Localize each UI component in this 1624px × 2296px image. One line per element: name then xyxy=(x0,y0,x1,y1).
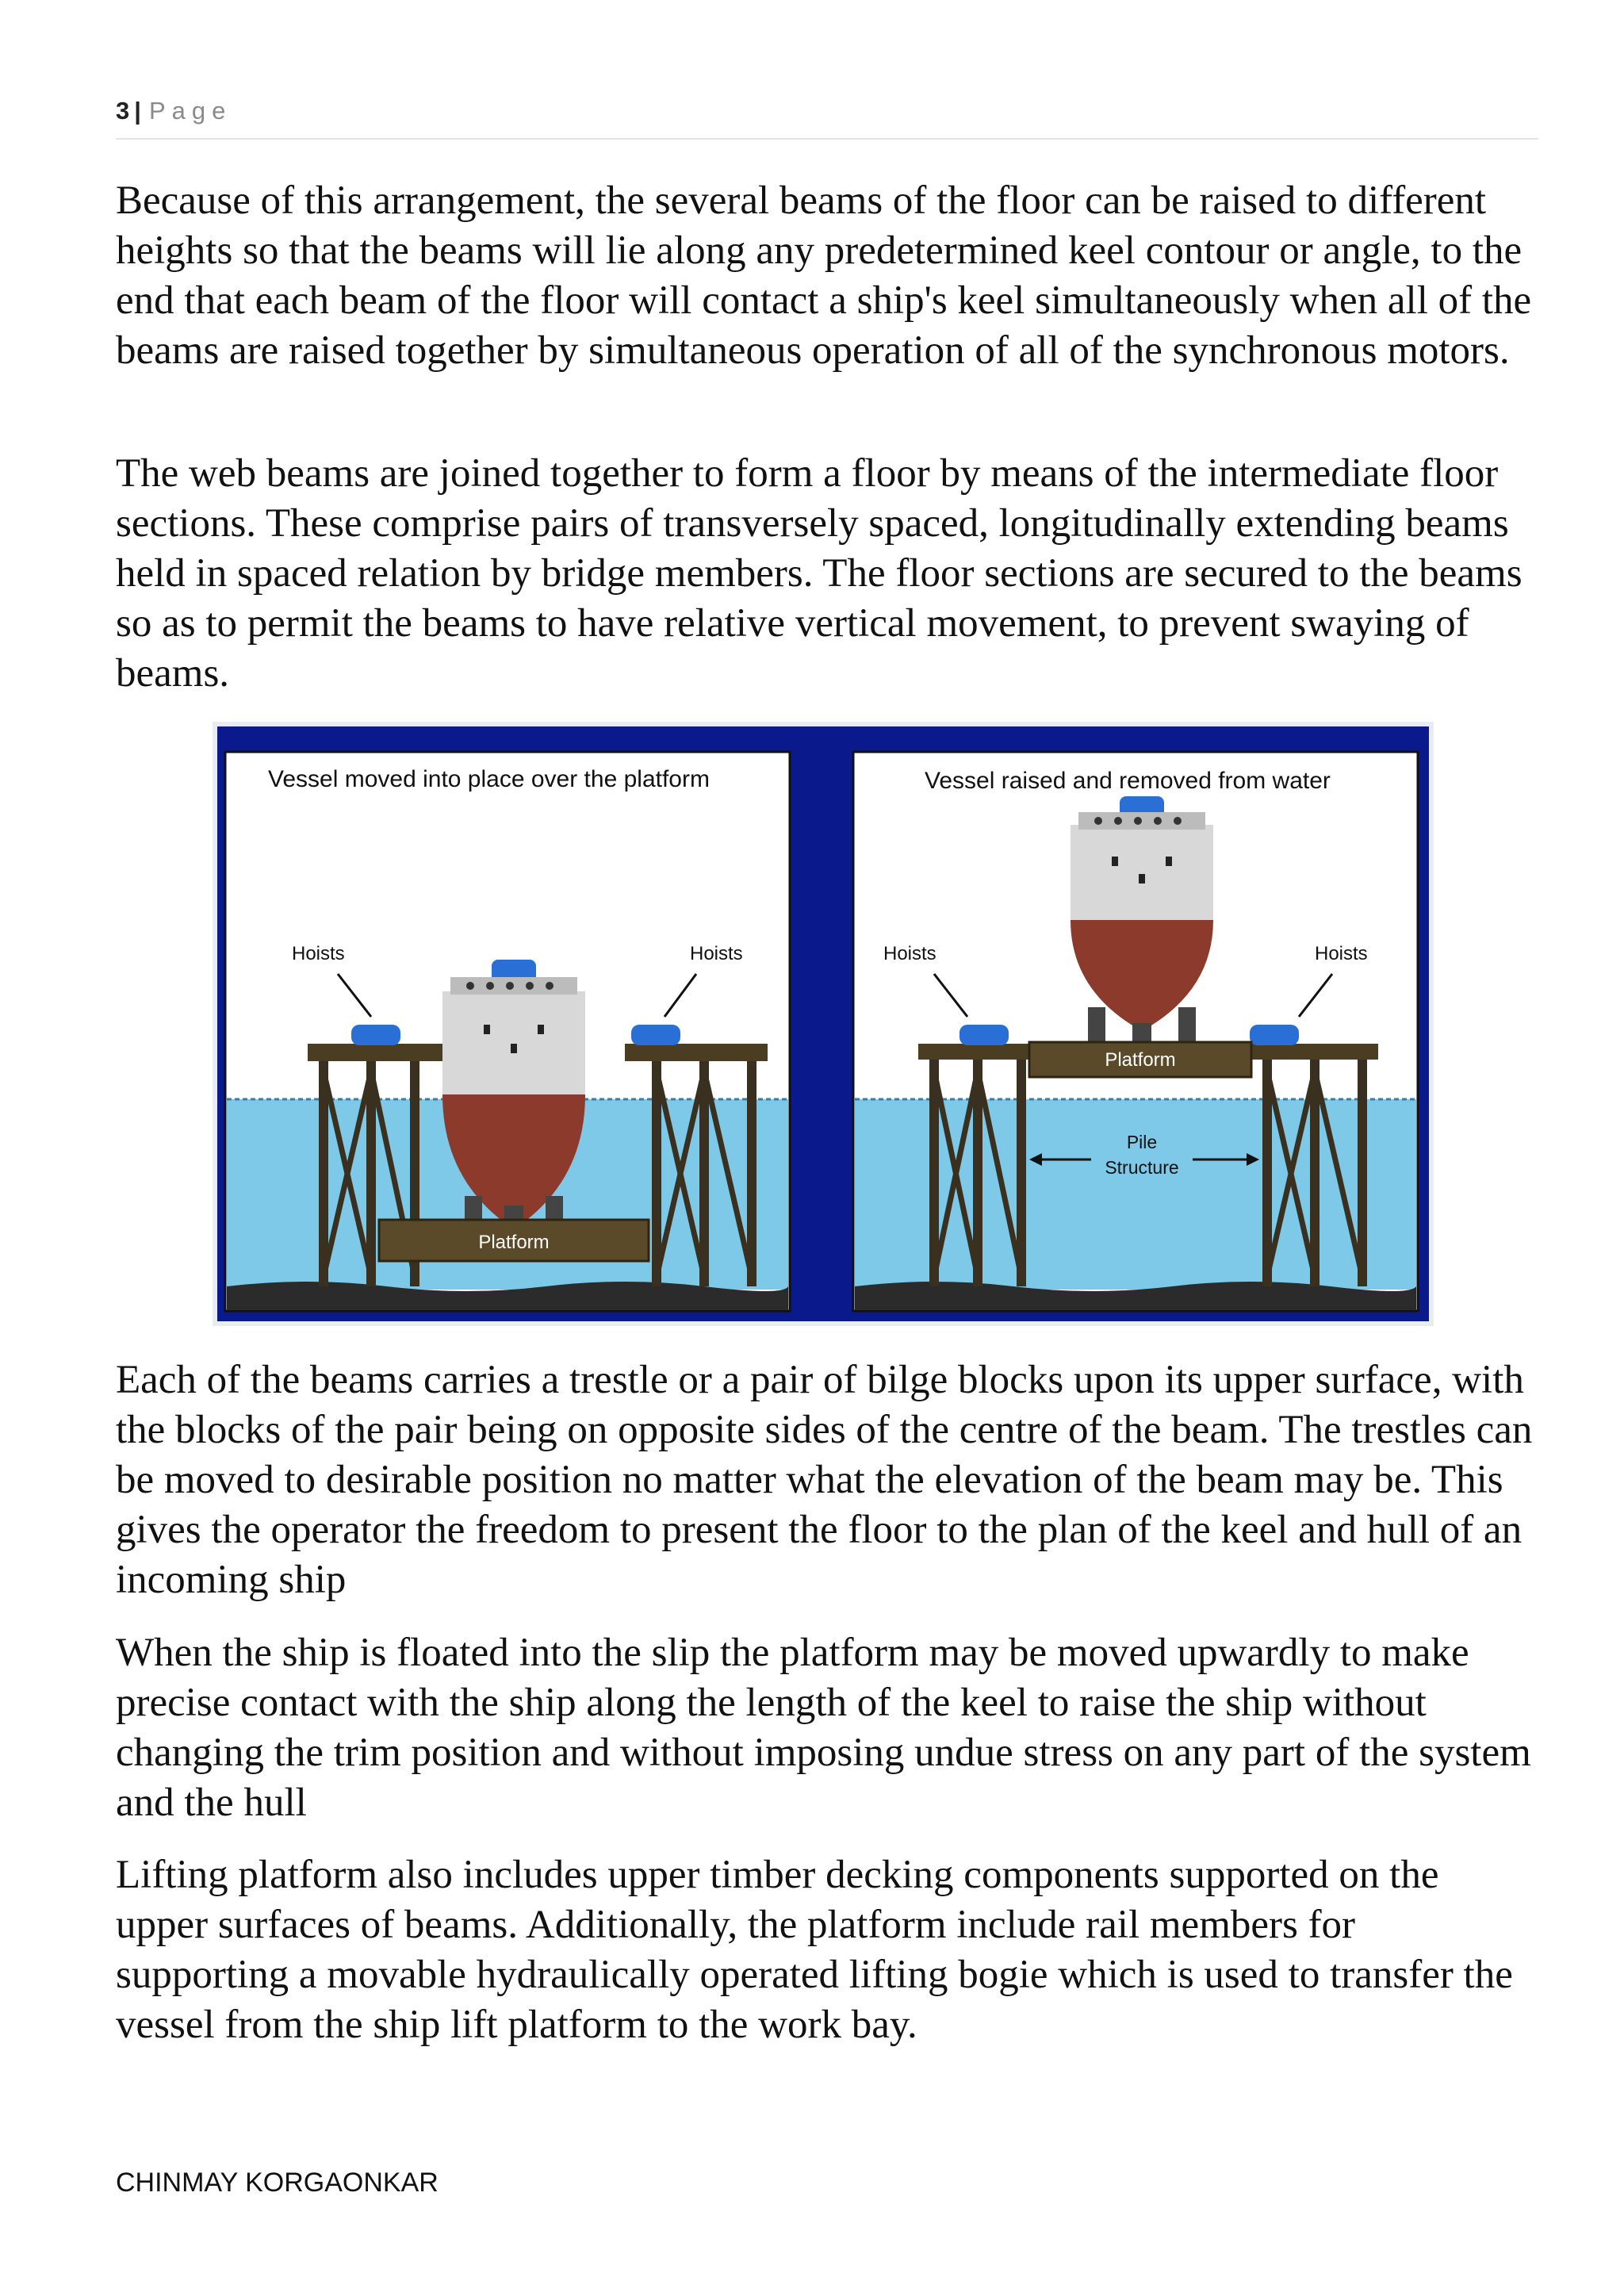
left-hoist-left xyxy=(351,1025,400,1045)
right-hoists-right-label: Hoists xyxy=(1315,943,1368,964)
right-platform-label: Platform xyxy=(1105,1049,1176,1071)
left-hoists-right-label: Hoists xyxy=(690,943,743,964)
right-panel-title: Vessel raised and removed from water xyxy=(925,768,1331,794)
right-hoist-left xyxy=(959,1025,1009,1045)
shiplift-figure xyxy=(213,722,1434,1326)
paragraph-ship-floated: When the ship is floated into the slip the platform may be moved upwardly to make precise contact with the ship along the length of the keel to raise the ship without changing the trim position and without imposing undue stress on any part of the system and the hull xyxy=(116,1631,1531,1825)
left-hoist-right xyxy=(631,1025,680,1045)
left-platform-label: Platform xyxy=(478,1232,550,1253)
page-label: Page xyxy=(148,97,232,125)
page-header xyxy=(116,97,1538,140)
pile-label-line2: Structure xyxy=(1105,1157,1179,1178)
page-footer: CHINMAY KORGAONKAR xyxy=(116,2168,439,2198)
paragraph-lifting-platform: Lifting platform also includes upper timber decking components supported on the upper surfaces of beams. Additionally, the platform include rail members for supporting a movable hydraulically operated lifting bogie which is used to transfer the vessel from the ship lift platform to the work bay. xyxy=(116,1853,1513,2047)
left-panel-title: Vessel moved into place over the platform xyxy=(268,766,710,792)
header-separator: | xyxy=(134,97,141,125)
paragraph-web-beams: The web beams are joined together to form a floor by means of the intermediate floor sections. These comprise pairs of transversely spaced, longitudinally extending beams held in spaced relation by bridge members. The floor sections are secured to the beams so as to permit the beams to have relative vertical movement, to prevent swaying of beams. xyxy=(116,451,1522,696)
left-hoists-left-label: Hoists xyxy=(292,943,345,964)
pile-label-line1: Pile xyxy=(1126,1132,1158,1152)
left-panel xyxy=(225,752,790,1311)
right-panel xyxy=(853,752,1418,1311)
paragraph-trestles: Each of the beams carries a trestle or a pair of bilge blocks upon its upper surface, with the blocks of the pair being on opposite sides of the centre of the beam. The trestles can be moved to desirable position no matter what the elevation of the beam may be. This gives the operator the freedom to present the floor to the plan of the keel and hull of an incoming ship xyxy=(116,1358,1533,1602)
right-hoist-right xyxy=(1250,1025,1299,1045)
right-hoists-left-label: Hoists xyxy=(883,943,936,964)
paragraph-beam-arrangement: Because of this arrangement, the several beams of the floor can be raised to different heights so that the beams will lie along any predetermined keel contour or angle, to the end that each beam of the floor will contact a ship's keel simultaneously when all of the beams are raised together by simultaneous operation of all of the synchronous motors. xyxy=(116,178,1532,373)
page-number: 3 xyxy=(116,97,130,125)
